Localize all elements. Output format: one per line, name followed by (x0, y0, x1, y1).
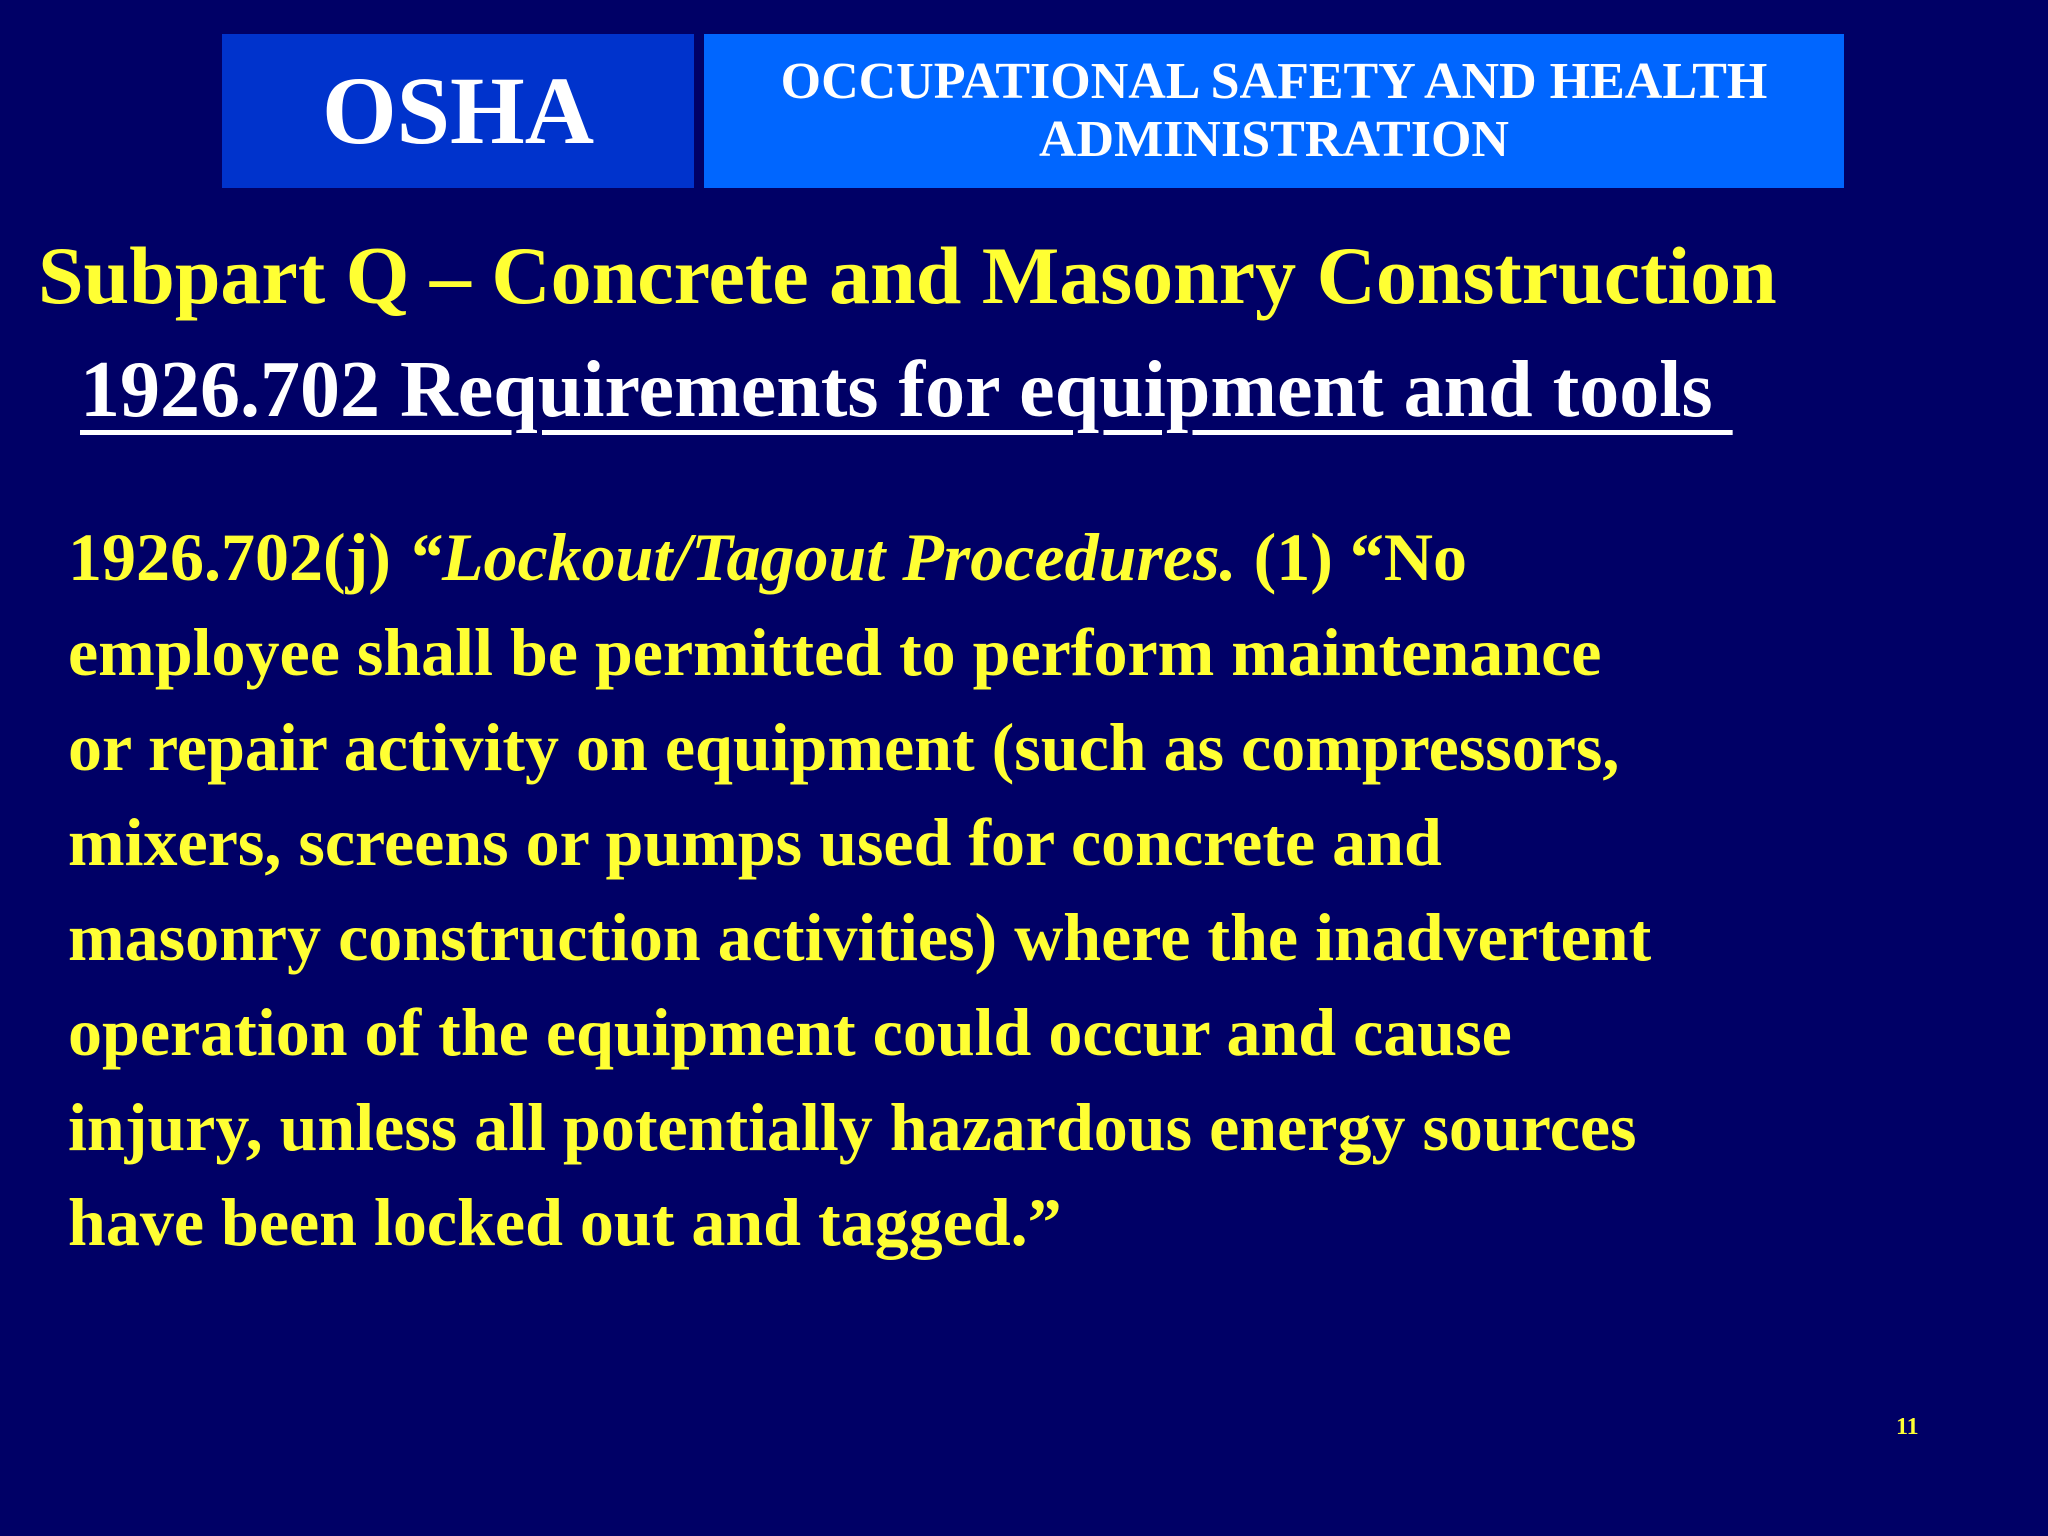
regulation-line: or repair activity on equipment (such as compressors, (68, 709, 1620, 785)
agency-name-line2: ADMINISTRATION (1039, 111, 1509, 168)
regulation-line-1-rest: (1) “No (1236, 519, 1467, 595)
regulation-line: employee shall be permitted to perform maintenance (68, 614, 1602, 690)
regulation-line: injury, unless all potentially hazardous energy sources (68, 1089, 1637, 1165)
regulation-line: masonry construction activities) where the inadvertent (68, 899, 1652, 975)
osha-acronym: OSHA (321, 57, 595, 164)
regulation-line: mixers, screens or pumps used for concrete and (68, 804, 1442, 880)
regulation-line: have been locked out and tagged.” (68, 1184, 1062, 1260)
agency-name-banner (704, 34, 1844, 188)
regulation-line: operation of the equipment could occur and cause (68, 994, 1512, 1070)
procedure-heading: “Lockout/Tagout Procedures. (407, 519, 1237, 595)
section-reference: 1926.702(j) (68, 519, 408, 595)
regulation-line-1 (68, 510, 1988, 605)
slide-title: Subpart Q – Concrete and Masonry Construction (38, 230, 1777, 321)
page-number: 11 (1896, 1414, 1919, 1440)
regulation-text (68, 510, 1988, 1270)
agency-name-line1: OCCUPATIONAL SAFETY AND HEALTH (780, 53, 1768, 110)
slide-subtitle: 1926.702 Requirements for equipment and tools (80, 346, 1733, 434)
osha-banner (222, 34, 694, 188)
